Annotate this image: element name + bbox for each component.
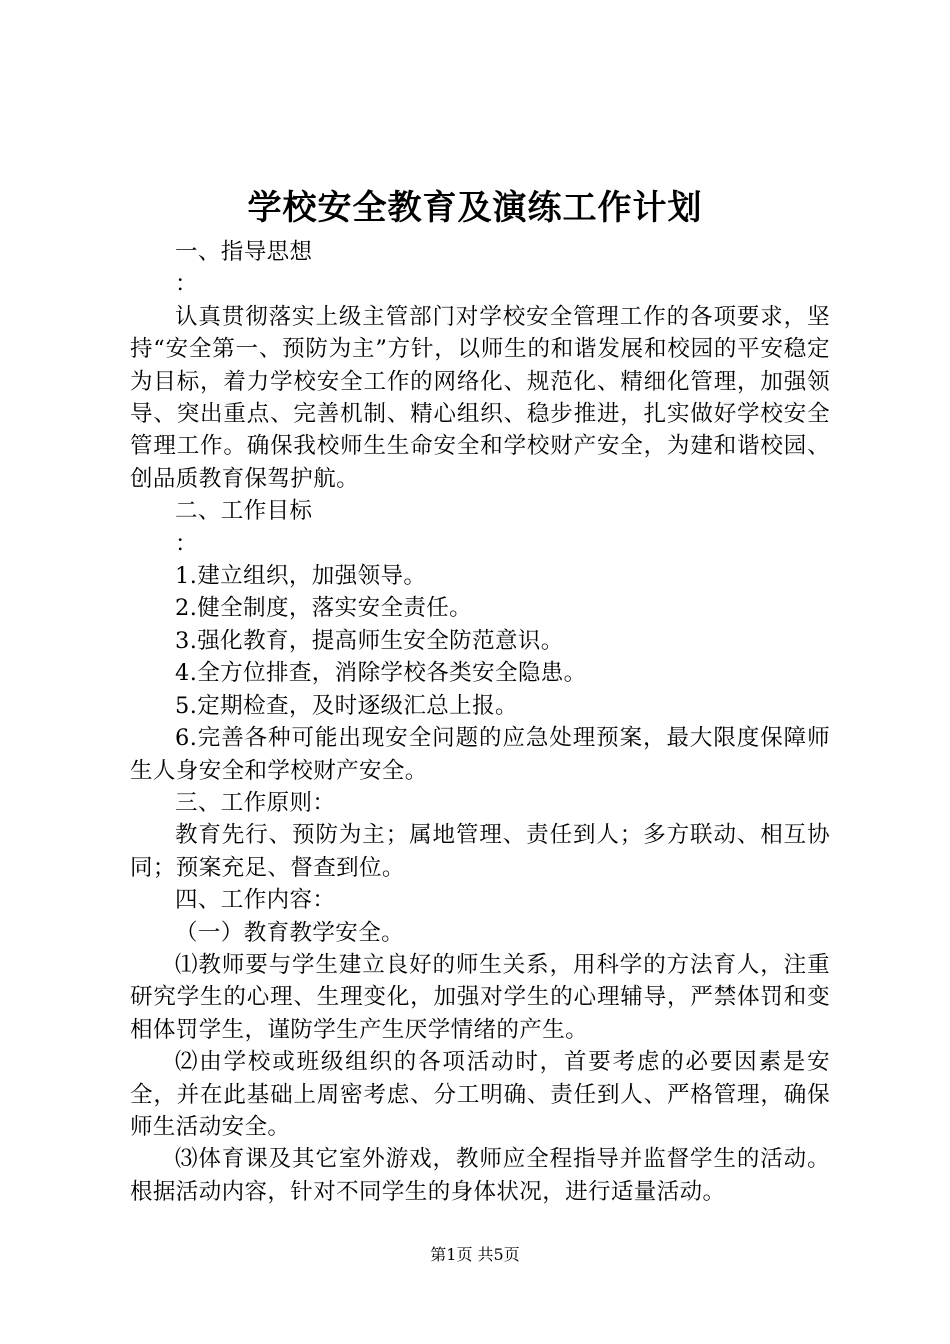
section-heading-2: 二、工作目标 bbox=[175, 498, 313, 525]
list-item: 5.定期检查，及时逐级汇总上报。 bbox=[175, 692, 518, 719]
section-heading-4: 四、工作内容： bbox=[175, 887, 336, 914]
colon-line: ： bbox=[175, 530, 198, 557]
section-heading-1: 一、指导思想 bbox=[175, 239, 313, 265]
document-title: 学校安全教育及演练工作计划 bbox=[247, 188, 703, 228]
paragraph: ⑴教师要与学生建立良好的师生关系，用科学的方法育人，注重研究学生的心理、生理变化，加强对学生的心理辅导，严禁体罚和变相体罚学生，谨防学生产生厌学情绪的产生。 bbox=[130, 951, 830, 1043]
paragraph: ⑵由学校或班级组织的各项活动时，首要考虑的必要因素是安全，并在此基础上周密考虑、分工明确、责任到人、严格管理，确保师生活动安全。 bbox=[130, 1049, 830, 1140]
subsection-heading: （一）教育教学安全。 bbox=[175, 919, 405, 946]
page-footer: 第1页 共5页 bbox=[430, 1245, 520, 1264]
list-item: 2.健全制度，落实安全责任。 bbox=[175, 595, 473, 622]
paragraph: 认真贯彻落实上级主管部门对学校安全管理工作的各项要求，坚持“安全第一、预防为主”方针，以师生的和谐发展和校园的平安稳定为目标，着力学校安全工作的网络化、规范化、精细化管理，加强领导、突出重点、完善机制、精心组织、稳步推进，扎实做好学校安全管理工作。确保我校师生生命安全和学校财产安全，为建和谐校园、创品质教育保驾护航。 bbox=[130, 303, 830, 492]
list-item: 6.完善各种可能出现安全问题的应急处理预案，最大限度保障师生人身安全和学校财产安全。 bbox=[130, 725, 830, 784]
section-heading-3: 三、工作原则： bbox=[175, 789, 336, 816]
list-item: 4.全方位排查，消除学校各类安全隐患。 bbox=[175, 660, 587, 687]
paragraph: ⑶体育课及其它室外游戏，教师应全程指导并监督学生的活动。根据活动内容，针对不同学生的身体状况，进行适量活动。 bbox=[130, 1146, 830, 1205]
document-body bbox=[130, 236, 830, 1208]
colon-line: ： bbox=[175, 271, 198, 298]
list-item: 3.强化教育，提高师生安全防范意识。 bbox=[175, 627, 564, 654]
list-item: 1.建立组织，加强领导。 bbox=[175, 563, 427, 590]
paragraph: 教育先行、预防为主；属地管理、责任到人；多方联动、相互协同；预案充足、督查到位。 bbox=[130, 822, 830, 881]
